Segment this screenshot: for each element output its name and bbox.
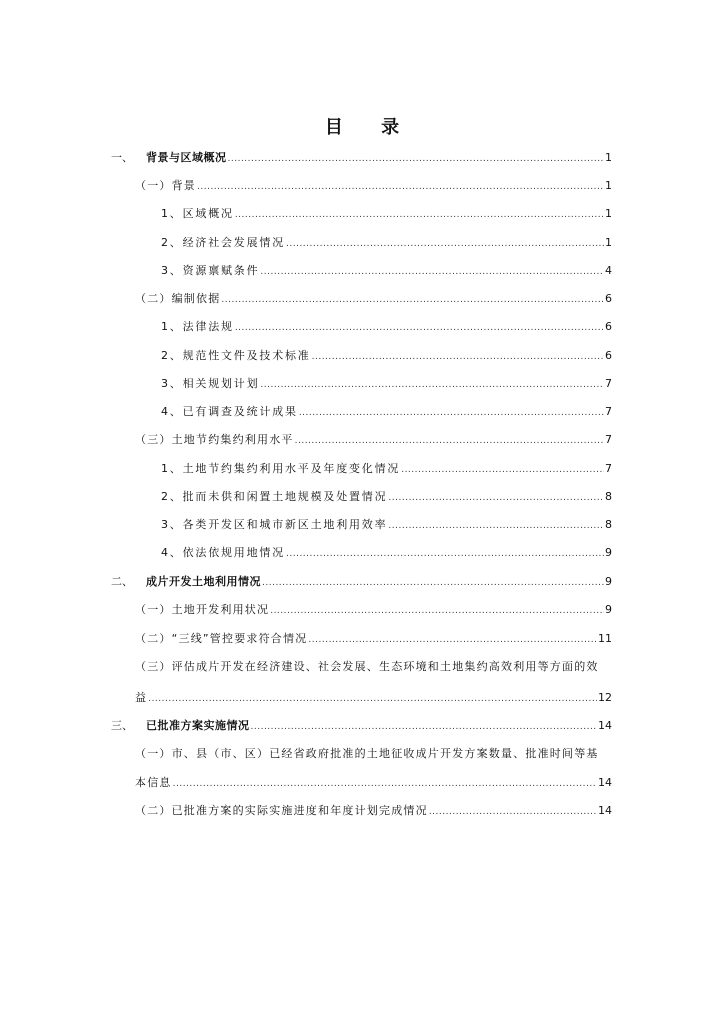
toc-entry-chapter-3[interactable] <box>0 716 724 736</box>
toc-entry-label: （一）背景 <box>135 179 196 192</box>
toc-entry-section-continued[interactable] <box>0 688 724 708</box>
toc-page-number: 14 <box>598 776 612 789</box>
toc-entry-label: 背景与区域概况 <box>146 151 227 164</box>
toc-entry-chapter-1[interactable] <box>0 148 724 168</box>
toc-page-number: 7 <box>605 462 612 475</box>
toc-entry-label: 2、批而未供和闲置土地规模及处置情况 <box>161 490 388 503</box>
toc-entry-label: 本信息 <box>135 776 172 789</box>
dot-leader <box>388 516 604 536</box>
chapter-number: 二、 <box>111 575 133 588</box>
toc-entry-section[interactable] <box>0 629 724 649</box>
toc-entry-label: 4、依法依规用地情况 <box>161 546 285 559</box>
toc-page-number: 1 <box>605 207 612 220</box>
toc-entry-subsection[interactable] <box>0 374 724 394</box>
dot-leader <box>262 573 604 593</box>
toc-page-number: 6 <box>605 292 612 305</box>
toc-page-number: 7 <box>605 377 612 390</box>
toc-page-number: 9 <box>605 575 612 588</box>
toc-entry-label: 3、相关规划计划 <box>161 377 260 390</box>
dot-leader <box>286 234 604 254</box>
toc-page-number: 8 <box>605 518 612 531</box>
toc-page-number: 7 <box>605 405 612 418</box>
dot-leader <box>429 802 597 822</box>
page-title: 目 录 <box>324 117 416 138</box>
toc-entry-label: 1、区域概况 <box>161 207 234 220</box>
toc-entry-subsection[interactable] <box>0 233 724 253</box>
toc-entry-subsection[interactable] <box>0 543 724 563</box>
dot-leader <box>312 347 604 367</box>
dot-leader <box>295 431 604 451</box>
toc-entry-label: 已批准方案实施情况 <box>146 719 250 732</box>
toc-page-number: 8 <box>605 490 612 503</box>
chapter-number: 一、 <box>111 151 133 164</box>
dot-leader <box>221 290 604 310</box>
toc-entry-label: （三）土地节约集约利用水平 <box>135 433 294 446</box>
toc-page-number: 4 <box>605 264 612 277</box>
toc-entry-section-continued[interactable] <box>0 773 724 793</box>
dot-leader <box>197 177 604 197</box>
toc-entry-label-line1[interactable]: （三）评估成片开发在经济建设、社会发展、生态环境和土地集约高效利用等方面的效 <box>135 660 599 673</box>
toc-page-number: 6 <box>605 320 612 333</box>
dot-leader <box>308 630 597 650</box>
toc-entry-subsection[interactable] <box>0 459 724 479</box>
toc-entry-label: 2、经济社会发展情况 <box>161 236 285 249</box>
toc-entry-subsection[interactable] <box>0 204 724 224</box>
toc-page-number: 12 <box>598 691 612 704</box>
dot-leader <box>173 774 597 794</box>
dot-leader <box>299 403 604 423</box>
toc-entry-label: 1、法律法规 <box>161 320 234 333</box>
chapter-number: 三、 <box>111 719 133 732</box>
toc-entry-subsection[interactable] <box>0 402 724 422</box>
toc-entry-section[interactable] <box>0 801 724 821</box>
toc-page-number: 7 <box>605 433 612 446</box>
dot-leader <box>260 262 604 282</box>
toc-entry-label: （二）已批准方案的实际实施进度和年度计划完成情况 <box>135 804 428 817</box>
dot-leader <box>286 544 604 564</box>
dot-leader <box>235 318 604 338</box>
toc-entry-label: （二）编制依据 <box>135 292 221 305</box>
toc-page-number: 11 <box>598 632 612 645</box>
dot-leader <box>388 488 604 508</box>
dot-leader <box>251 717 598 737</box>
toc-entry-subsection[interactable] <box>0 261 724 281</box>
toc-entry-label: （一）土地开发利用状况 <box>135 603 270 616</box>
toc-page-number: 1 <box>605 236 612 249</box>
dot-leader <box>260 375 604 395</box>
toc-entry-section[interactable] <box>0 430 724 450</box>
toc-page-number: 9 <box>605 603 612 616</box>
toc-entry-subsection[interactable] <box>0 346 724 366</box>
toc-page-number: 1 <box>605 151 612 164</box>
dot-leader <box>401 460 604 480</box>
toc-entry-chapter-2[interactable] <box>0 572 724 592</box>
dot-leader <box>235 205 604 225</box>
toc-page-number: 1 <box>605 179 612 192</box>
toc-entry-subsection[interactable] <box>0 487 724 507</box>
toc-page-number: 14 <box>598 804 612 817</box>
toc-entry-label: 1、土地节约集约利用水平及年度变化情况 <box>161 462 401 475</box>
toc-entry-subsection[interactable] <box>0 317 724 337</box>
toc-entry-section[interactable] <box>0 289 724 309</box>
toc-entry-label: 4、已有调查及统计成果 <box>161 405 298 418</box>
toc-entry-label: 益 <box>135 691 148 704</box>
toc-page-number: 14 <box>598 719 612 732</box>
toc-entry-label-line1[interactable]: （一）市、县（市、区）已经省政府批准的土地征收成片开发方案数量、批准时间等基 <box>135 747 599 760</box>
dot-leader <box>228 149 605 169</box>
toc-entry-label: （二）“三线”管控要求符合情况 <box>135 632 308 645</box>
dot-leader <box>148 689 597 709</box>
toc-entry-label: 3、各类开发区和城市新区土地利用效率 <box>161 518 388 531</box>
dot-leader <box>270 601 604 621</box>
toc-entry-section[interactable] <box>0 176 724 196</box>
toc-entry-section[interactable] <box>0 600 724 620</box>
toc-page-number: 9 <box>605 546 612 559</box>
toc-entry-subsection[interactable] <box>0 515 724 535</box>
toc-entry-label: 3、资源禀赋条件 <box>161 264 260 277</box>
toc-entry-label: 2、规范性文件及技术标准 <box>161 349 311 362</box>
toc-page-number: 6 <box>605 349 612 362</box>
toc-entry-label: 成片开发土地利用情况 <box>146 575 261 588</box>
